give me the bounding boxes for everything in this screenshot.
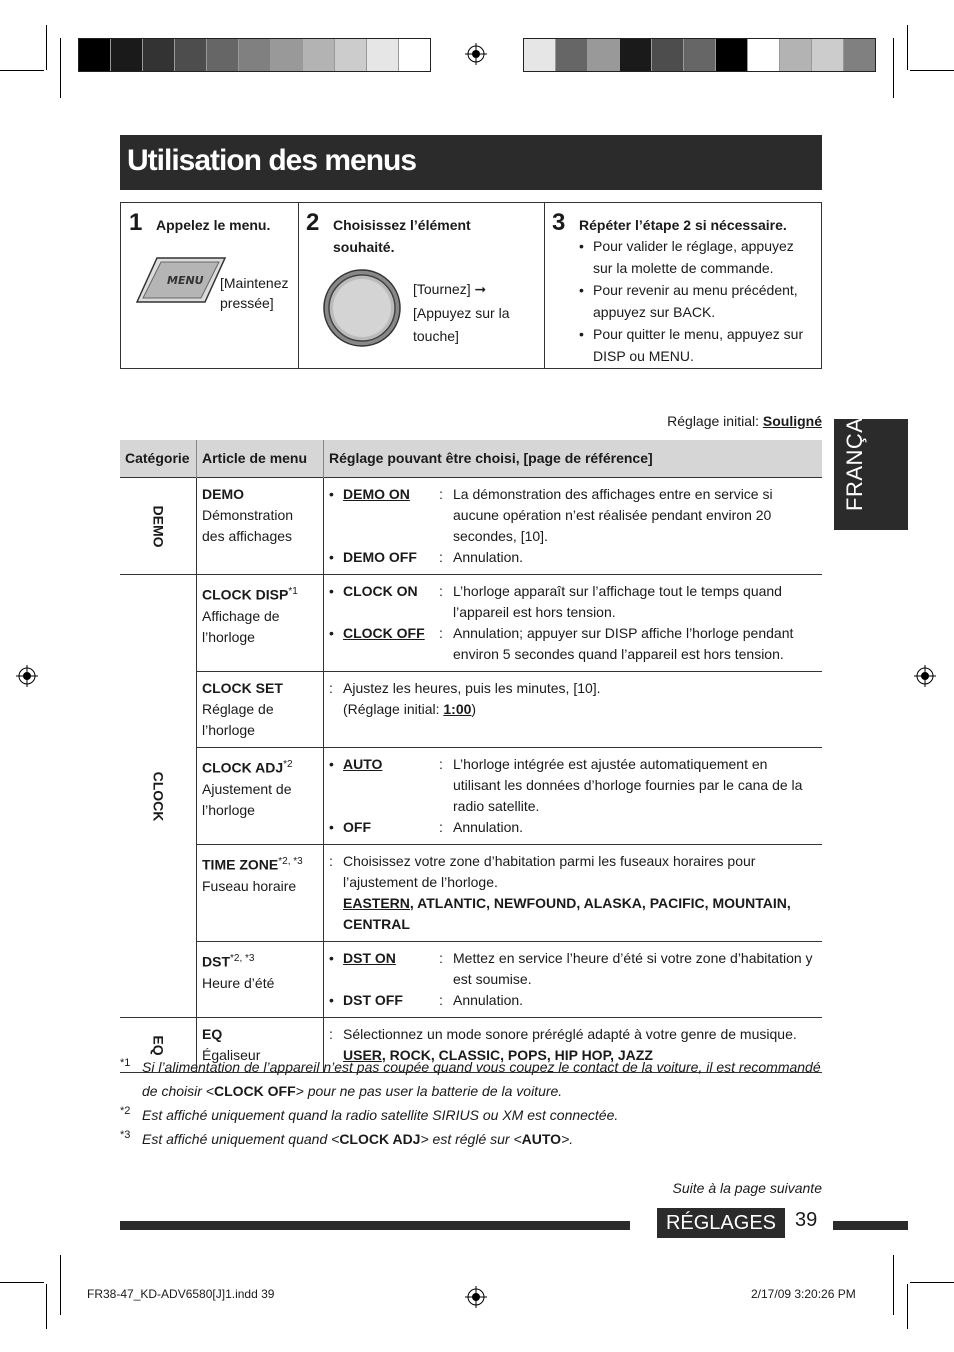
footnote-ref: *1 (288, 586, 298, 597)
footer-rule (833, 1221, 908, 1230)
section-label: RÉGLAGES (657, 1208, 785, 1238)
settings-cell (324, 478, 823, 575)
step-bullet-list (579, 235, 809, 367)
crop-mark (893, 38, 894, 98)
footnote-ref: *2 (283, 759, 293, 770)
item-name: EQ (202, 1026, 223, 1042)
option-key: OFF (343, 819, 371, 835)
continued-note: Suite à la page suivante (672, 1180, 822, 1196)
item-name: CLOCK ADJ (202, 759, 284, 776)
table-header-row (120, 440, 822, 478)
step-note: touche] (413, 328, 459, 344)
crop-mark (910, 1282, 954, 1283)
item-cell (197, 942, 324, 1018)
option-row: • AUTO : L’horloge intégrée est ajustée automatiquement en utilisant les données d’horloge fournies par le cana de la radio satellite. (329, 754, 817, 817)
steps-box (120, 202, 822, 369)
column-header: Article de menu (197, 440, 324, 478)
step-number: 1 (129, 209, 143, 236)
item-name: DEMO (202, 486, 244, 502)
control-dial-icon (322, 268, 402, 348)
category-label: EQ (150, 1034, 167, 1056)
crop-mark (60, 1255, 61, 1315)
legend-value: Souligné (762, 413, 822, 429)
option-row: • DEMO ON : La démonstration des affichages entre en service si aucune opération n’est réalisée pendant environ 20 secondes, [10]. (329, 484, 817, 547)
item-name: TIME ZONE (202, 856, 279, 873)
item-cell (197, 575, 324, 672)
list-item: • Pour valider le réglage, appuyez sur la molette de commande. (579, 235, 809, 279)
step-number: 3 (552, 209, 566, 236)
item-name: CLOCK DISP (202, 586, 289, 603)
option-key: AUTO (343, 756, 383, 772)
option-row: • DEMO OFF : Annulation. (329, 547, 817, 568)
option-row: • CLOCK ON : L’horloge apparaît sur l’affichage tout le temps quand l’appareil est hors tension. (329, 581, 817, 623)
step-heading: Choisissez l’élément (333, 217, 471, 233)
registration-mark-icon (465, 43, 487, 65)
option-key: CLOCK OFF (343, 625, 425, 641)
footnote-mark: *3 (120, 1129, 131, 1141)
settings-cell (324, 672, 823, 748)
footnote-text: > est réglé sur < (420, 1131, 522, 1147)
menu-settings-table (120, 440, 822, 1073)
category-label: DEMO (150, 505, 167, 547)
print-date-info: 2/17/09 3:20:26 PM (751, 1287, 856, 1301)
option-desc: L’horloge apparaît sur l’affichage tout le temps quand l’appareil est hors tension. (453, 583, 782, 620)
footnote-text: Si l’alimentation de l’appareil n’est pas coupée quand vous coupez le contact de la voiture, il est recommandé de choisir < (142, 1059, 821, 1099)
footnote-ref: *2, *3 (230, 953, 255, 964)
option-row: • OFF : Annulation. (329, 817, 817, 838)
footnote-text: > pour ne pas user la batterie de la voiture. (295, 1083, 563, 1099)
initial-suffix: ) (471, 701, 477, 717)
step-2 (298, 203, 545, 368)
footnote (120, 1055, 822, 1103)
step-note: [Maintenez pressée] (220, 275, 289, 311)
default-option: USER (343, 1047, 382, 1063)
step-1 (121, 203, 299, 368)
option-row: : Ajustez les heures, puis les minutes, [10]. (329, 678, 817, 699)
item-description: Heure d’été (202, 974, 275, 991)
crop-mark (60, 38, 61, 98)
option-desc: Choisissez votre zone d’habitation parmi les fuseaux horaires pour l’ajustement de l’horloge. (343, 853, 756, 890)
option-row: • DST ON : Mettez en service l’heure d’été si votre zone d’habitation y est soumise. (329, 948, 817, 990)
footnote (120, 1127, 822, 1151)
option-row: : Choisissez votre zone d’habitation parmi les fuseaux horaires pour l’ajustement de l’horloge. (329, 851, 817, 893)
category-label: CLOCK (150, 771, 167, 821)
option-desc: Sélectionnez un mode sonore préréglé adapté à votre genre de musique. (343, 1026, 797, 1042)
page-title-bar (120, 135, 822, 190)
footnote-bold: AUTO (521, 1131, 562, 1147)
step-note: [Appuyez sur la (413, 305, 510, 321)
table-row (120, 942, 822, 1018)
gray-swatch-strip-left (78, 38, 431, 72)
option-key: CLOCK ON (343, 583, 418, 599)
crop-mark (46, 25, 47, 70)
list-item: • Pour quitter le menu, appuyez sur DISP ou MENU. (579, 323, 809, 367)
initial-value: 1:00 (443, 701, 472, 717)
item-cell (197, 845, 324, 942)
table-row (120, 478, 822, 575)
item-cell (197, 672, 324, 748)
crop-mark (907, 25, 908, 70)
crop-mark (910, 70, 954, 71)
option-desc: Annulation. (453, 819, 524, 835)
column-header: Réglage pouvant être choisi, [page de référence] (324, 440, 823, 478)
initial-prefix: (Réglage initial: (343, 701, 444, 717)
step-3 (544, 203, 821, 368)
timezone-options (329, 893, 817, 935)
item-cell (197, 748, 324, 845)
option-desc: Annulation; appuyer sur DISP affiche l’horloge pendant environ 5 secondes quand l’appareil est hors tension. (453, 625, 794, 662)
category-cell (120, 478, 197, 575)
step-heading: Répéter l’étape 2 si nécessaire. (579, 217, 787, 233)
other-options: , ROCK, CLASSIC, POPS, HIP HOP, JAZZ (381, 1047, 653, 1063)
option-desc: Annulation. (453, 992, 524, 1008)
option-key: DEMO OFF (343, 549, 417, 565)
crop-mark (907, 1284, 908, 1329)
settings-cell (324, 575, 823, 672)
option-key: DST ON (343, 950, 396, 966)
registration-mark-icon (16, 665, 38, 687)
category-cell (120, 575, 197, 1018)
item-description: Fuseau horaire (202, 877, 297, 894)
language-tab-label: FRANÇAIS (842, 395, 867, 511)
item-description: Ajustement de l’horloge (202, 780, 292, 818)
crop-mark (46, 1284, 47, 1329)
page-title: Utilisation des menus (127, 144, 417, 177)
item-description: Affichage de l’horloge (202, 607, 280, 645)
table-row (120, 672, 822, 748)
option-desc: Ajustez les heures, puis les minutes, [10]. (343, 680, 601, 696)
settings-cell (324, 748, 823, 845)
option-desc: La démonstration des affichages entre en service si aucune opération n’est réalisée pendant environ 20 secondes, [10]. (453, 486, 773, 544)
language-tab (834, 395, 908, 530)
footnote-text: Est affiché uniquement quand la radio satellite SIRIUS ou XM est connectée. (142, 1107, 619, 1123)
footnote-mark: *2 (120, 1105, 131, 1117)
step-number: 2 (306, 209, 320, 236)
print-file-info: FR38-47_KD-ADV6580[J]1.indd 39 (87, 1287, 275, 1301)
item-description: Réglage de l’horloge (202, 701, 274, 738)
step-heading: Appelez le menu. (156, 217, 271, 233)
footer-rule (120, 1221, 630, 1230)
footnote (120, 1103, 822, 1127)
option-desc: Mettez en service l’heure d’été si votre zone d’habitation y est soumise. (453, 950, 813, 987)
settings-cell (324, 942, 823, 1018)
registration-mark-icon (914, 665, 936, 687)
step-note: [Tournez] ➞ (413, 281, 487, 297)
crop-mark (0, 70, 44, 71)
option-row: : Sélectionnez un mode sonore préréglé adapté à votre genre de musique. (329, 1024, 817, 1045)
item-description: Égaliseur (202, 1047, 261, 1063)
table-row (120, 845, 822, 942)
footnotes (120, 1055, 822, 1151)
column-header: Catégorie (120, 440, 197, 478)
option-row: • DST OFF : Annulation. (329, 990, 817, 1011)
option-key: DST OFF (343, 992, 403, 1008)
footnote-text: >. (561, 1131, 574, 1147)
footnote-text: Est affiché uniquement quand < (142, 1131, 340, 1147)
option-key: DEMO ON (343, 486, 410, 502)
footnote-ref: *2, *3 (278, 856, 303, 867)
crop-mark (0, 1282, 44, 1283)
settings-cell (324, 845, 823, 942)
footnote-bold: CLOCK OFF (213, 1083, 296, 1099)
registration-mark-icon (465, 1286, 487, 1308)
option-desc: Annulation. (453, 549, 524, 565)
item-cell (197, 478, 324, 575)
initial-setting-legend (667, 413, 822, 429)
initial-value-note (329, 699, 817, 720)
table-row (120, 575, 822, 672)
footnote-mark: *1 (120, 1057, 131, 1069)
list-item: • Pour revenir au menu précédent, appuyez sur BACK. (579, 279, 809, 323)
legend-label: Réglage initial: (667, 413, 759, 429)
menu-button-label: MENU (167, 274, 204, 287)
gray-swatch-strip-right (523, 38, 876, 72)
default-option: EASTERN (343, 895, 410, 911)
page-number: 39 (795, 1209, 818, 1231)
table-row (120, 748, 822, 845)
option-desc: L’horloge intégrée est ajustée automatiquement en utilisant les données d’horloge fournies par le cana de la radio satellite. (453, 756, 803, 814)
crop-mark (893, 1255, 894, 1315)
item-name: DST (202, 953, 230, 970)
step-heading: souhaité. (333, 239, 395, 255)
option-row: • CLOCK OFF : Annulation; appuyer sur DISP affiche l’horloge pendant environ 5 secondes quand l’appareil est hors tension. (329, 623, 817, 665)
item-description: Démonstration des affichages (202, 507, 294, 544)
item-name: CLOCK SET (202, 680, 283, 696)
menu-button-icon (135, 255, 227, 305)
footnote-bold: CLOCK ADJ (339, 1131, 421, 1147)
other-options: , ATLANTIC, NEWFOUND, ALASKA, PACIFIC, MOUNTAIN, CENTRAL (343, 895, 791, 932)
